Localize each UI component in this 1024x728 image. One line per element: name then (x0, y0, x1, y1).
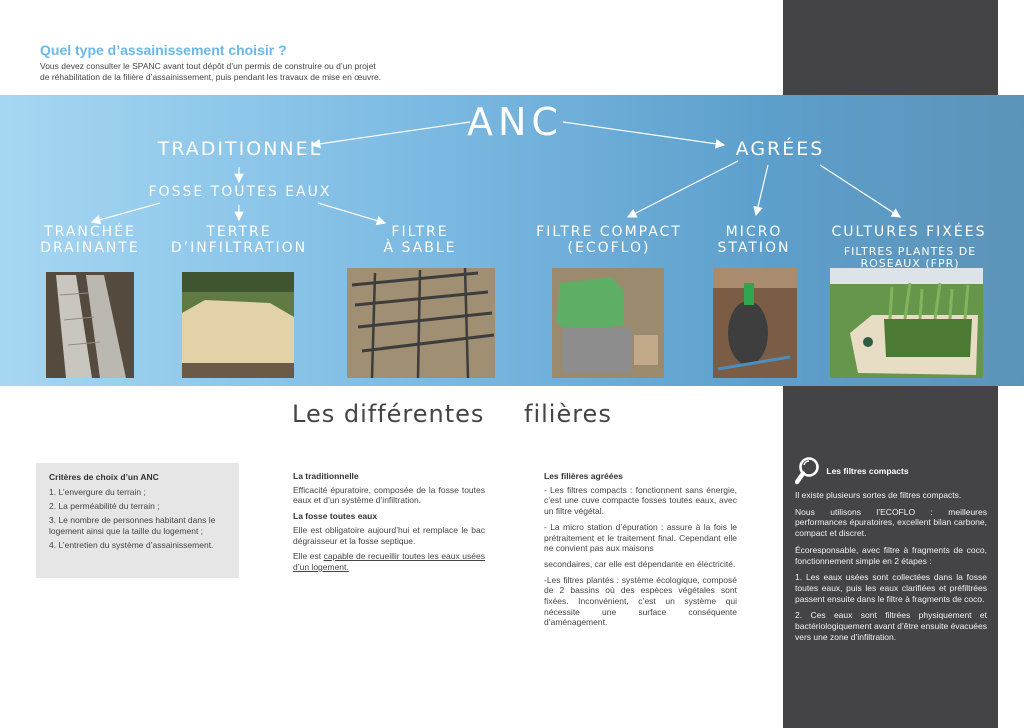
criteria-title: Critères de choix d’un ANC (49, 472, 159, 482)
criteria-item: 3. Le nombre de personnes habitant dans le logement ainsi que la taille du logement ; (49, 515, 216, 537)
tree-node-micro-station: MICRO STATION (717, 224, 791, 256)
fosse-text: Elle est obligatoire aujourd’hui et remplace le bac dégraisseur et la fosse septique. (293, 524, 485, 546)
tree-node-filtre-sable (360, 225, 480, 256)
approved-column (544, 471, 737, 633)
compact-filters-p3: Écoresponsable, avec filtre à fragments de coco, fonctionnement simple en 2 étapes : (795, 544, 987, 566)
magnifier-icon (795, 456, 821, 486)
tree-node-agrees: AGRÉES (735, 138, 825, 160)
compact-filters-p1: Il existe plusieurs sortes de filtres compacts. (795, 490, 962, 500)
criteria-list (49, 487, 226, 551)
section-title-right: filières (524, 400, 612, 428)
tree-node-fosse-toutes-eaux: FOSSE TOUTES EAUX (148, 184, 332, 200)
compact-filters-header (795, 456, 987, 486)
photo-micro-station (713, 268, 797, 378)
anc-tree-band (0, 95, 1024, 386)
compact-filters-p2: Nous utilisons l’ECOFLO : meilleures performances épuratoires, excellent bilan carbone, compact et discret. (795, 506, 987, 539)
traditional-title: La traditionnelle (293, 471, 359, 481)
compact-filters-title: Les filtres compacts (826, 465, 909, 476)
tree-node-cultures-fixees: CULTURES FIXÉES (831, 224, 987, 240)
filtre-sable-line-1: FILTRE (391, 224, 449, 240)
fosse-title: La fosse toutes eaux (293, 511, 378, 522)
criteria-item: 1. L’envergure du terrain ; (49, 487, 146, 497)
tranchee-line-2: DRAINANTE (40, 239, 140, 256)
photo-cultures-fixees (830, 268, 983, 378)
approved-micro-text: - La micro station d’épuration : assure à la fois le prétraitement et le traitement final. Cependant elle ne convient pas aux maisons (544, 521, 737, 554)
approved-plants-text: -Les filtres plantés : système écologique, composé de 2 bassins où des espèces végétales sont fixées. Inconvénient, c’est un système qui nécessite une surface conséquente d’aménagement. (544, 574, 737, 628)
criteria-item: 2. La perméabilité du terrain ; (49, 501, 160, 512)
approved-micro-text-2: secondaires, car elle est dépendante en électricité. (544, 558, 736, 569)
approved-compact-text: - Les filtres compacts : fonctionnent sans énergie, c’est une cuve compacte fosses toutes eaux, avec un filtre végétal. (544, 484, 737, 517)
compact-filters-p5: 2. Ces eaux sont filtrées physiquement et bactériologiquement avant d’être ensuite évacuées vers une zone d’infiltration. (795, 610, 987, 642)
criteria-item: 4. L’entretien du système d’assainissement. (49, 540, 214, 551)
tree-node-tranchee (20, 225, 160, 256)
tertre-line-2: D’INFILTRATION (170, 239, 308, 256)
tree-node-tertre (166, 225, 312, 256)
filtre-sable-line-2: À SABLE (383, 239, 457, 256)
tree-node-cultures-sub: FILTRES PLANTÉS DE ROSEAUX (FPR) (843, 245, 977, 271)
filtre-compact-line-1: FILTRE COMPACT (536, 224, 682, 240)
section-title-left: Les différentes (292, 400, 485, 428)
fosse-capacity-text (293, 551, 485, 572)
fosse-capacity-underlined: capable de recueillir toutes les eaux usées d’un logement. (293, 551, 485, 572)
photo-tertre-infiltration (182, 272, 294, 378)
tranchee-line-1: TRANCHÉE (44, 224, 136, 240)
photo-filtre-a-sable (347, 268, 495, 378)
compact-filters-panel (795, 456, 987, 648)
intro-text (40, 61, 460, 84)
tertre-line-1: TERTRE (206, 224, 272, 240)
photo-filtre-compact-ecoflo (552, 268, 664, 378)
fosse-capacity-prefix: Elle est (293, 551, 324, 562)
tree-root-anc: ANC (467, 100, 563, 144)
tree-node-traditionnel: TRADITIONNEL (157, 138, 323, 160)
filtre-compact-line-2: (ECOFLO) (567, 239, 651, 256)
traditional-text: Efficacité épuratoire, composée de la fosse toutes eaux et d’un système d’infiltration. (293, 484, 485, 506)
intro-line-2: de réhabilitation de la filière d’assainissement, puis pendant les travaux de mise en œuvre. (40, 72, 382, 83)
compact-filters-p4: 1. Les eaux usées sont collectées dans la fosse toutes eaux, puis les eaux clarifiées et préfiltrées passent ensuite dans le filtre à fragments de coco. (795, 572, 987, 604)
tree-node-filtre-compact (530, 225, 688, 256)
traditional-column (293, 471, 485, 578)
criteria-box (36, 463, 239, 578)
intro-line-1: Vous devez consulter le SPANC avant tout dépôt d’un permis de construire ou d’un projet (40, 61, 376, 71)
photo-tranchee-drainante (46, 272, 134, 378)
intro-title: Quel type d’assainissement choisir ? (40, 42, 287, 58)
approved-title: Les filières agréées (544, 471, 623, 481)
